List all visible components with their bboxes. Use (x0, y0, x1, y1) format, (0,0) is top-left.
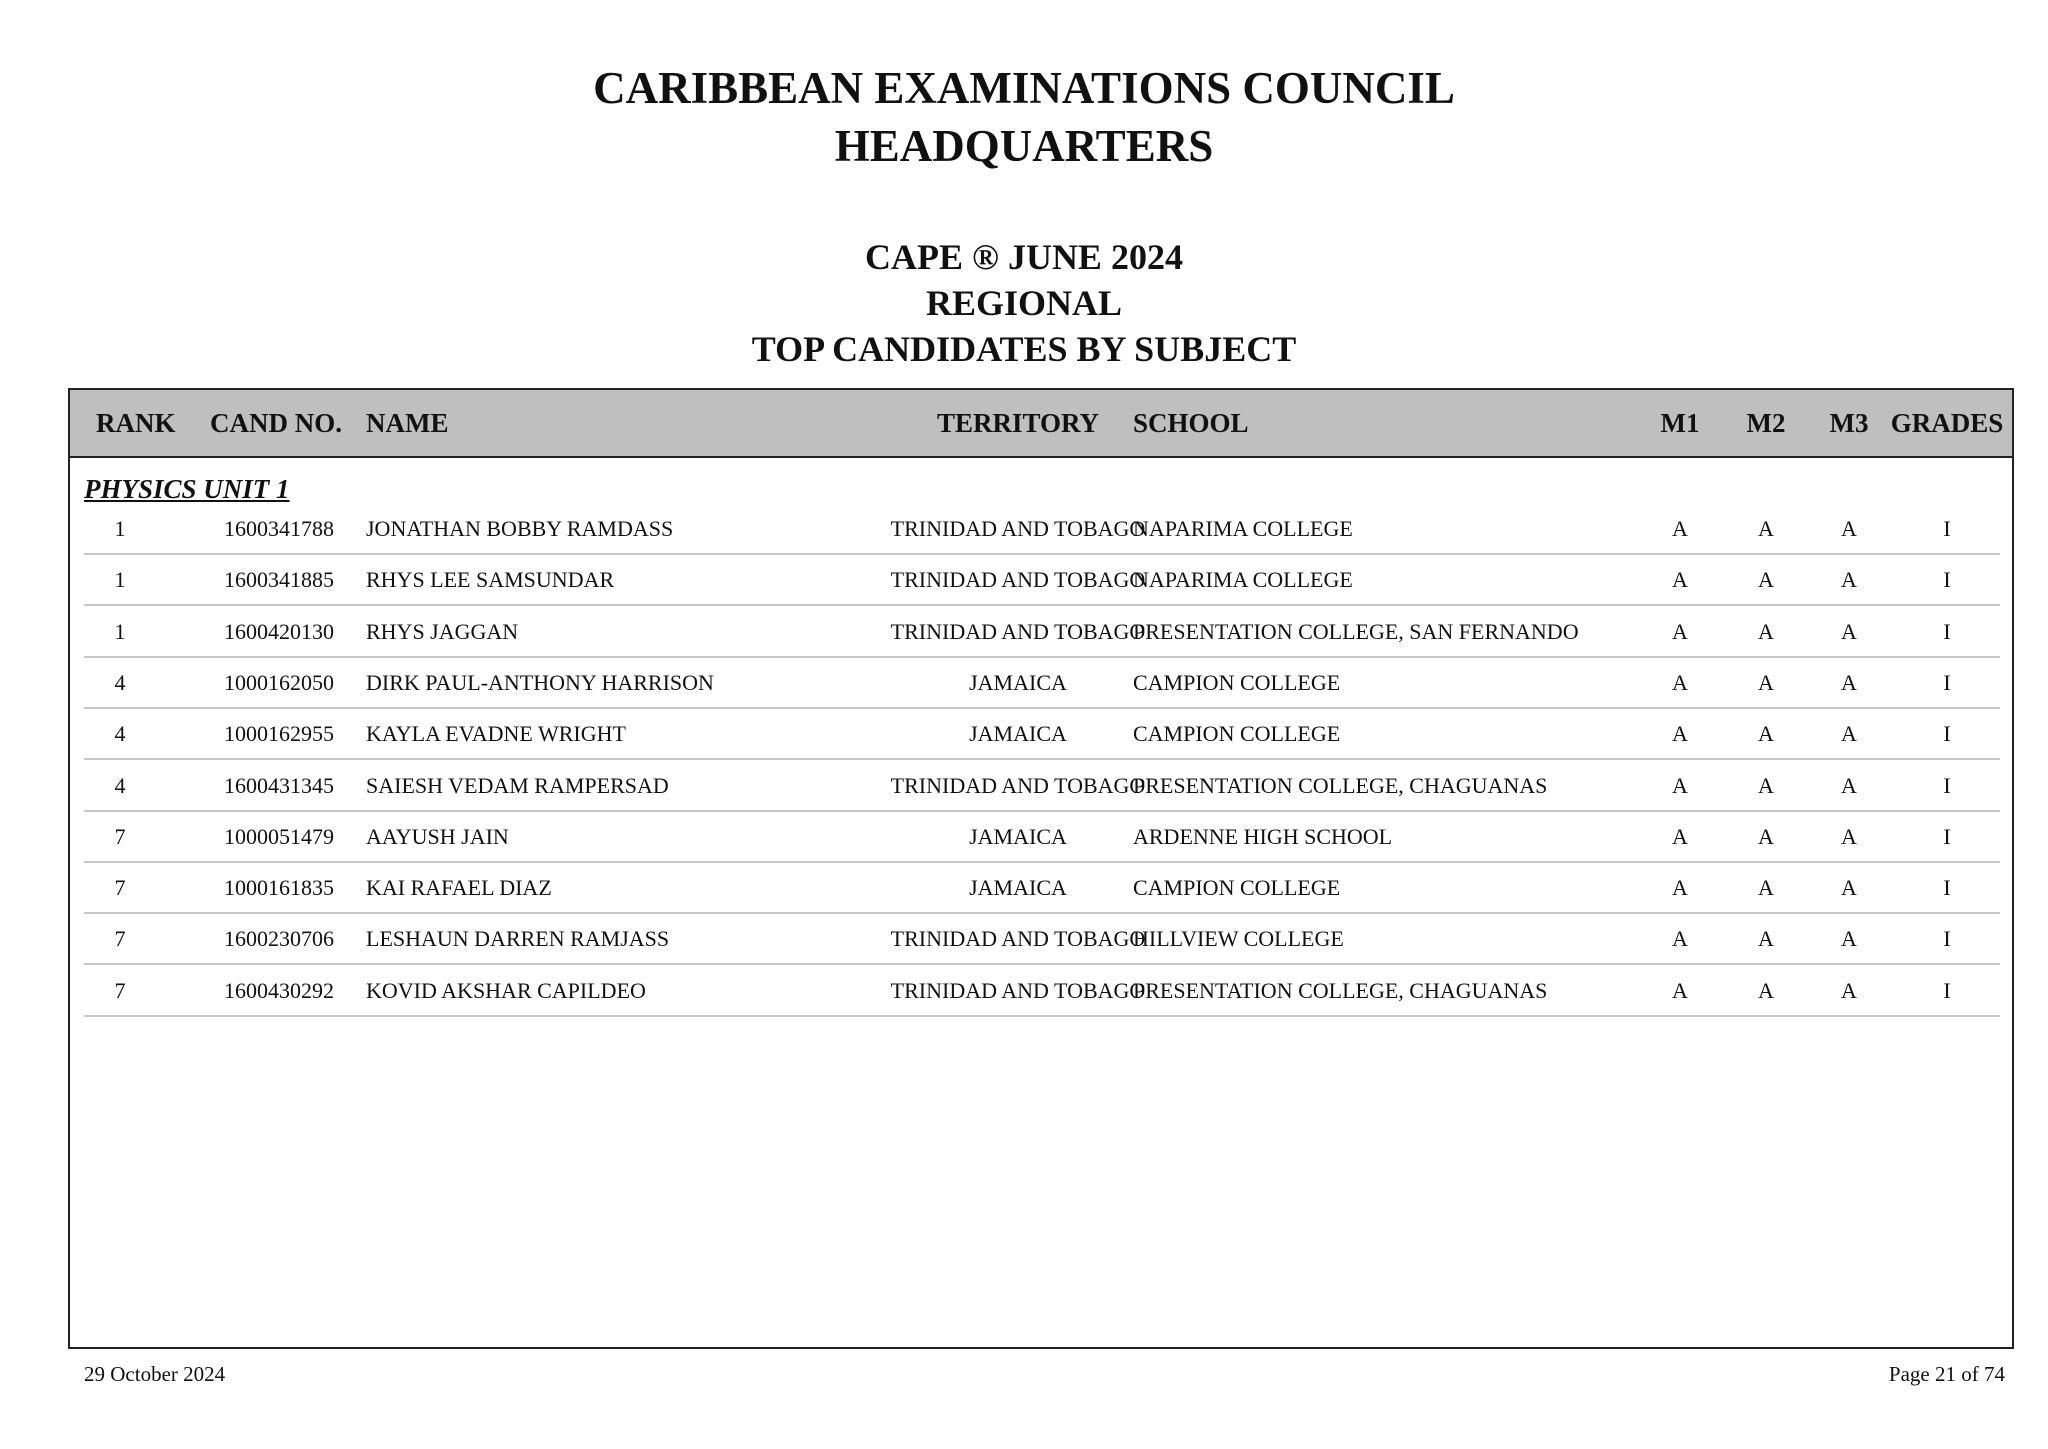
territory-cell: TRINIDAD AND TOBAGO (890, 926, 1146, 952)
table-row (84, 709, 2000, 760)
cand-no-cell: 1000051479 (224, 823, 334, 849)
table-header (70, 390, 2012, 458)
territory-cell: TRINIDAD AND TOBAGO (890, 977, 1146, 1003)
table-row (84, 607, 2000, 658)
m2-cell: A (1758, 567, 1774, 593)
m1-cell: A (1672, 875, 1688, 901)
rank-cell: 7 (114, 823, 126, 849)
m2-cell: A (1758, 926, 1774, 952)
column-header-rank: RANK (96, 408, 176, 438)
m1-cell: A (1672, 567, 1688, 593)
m3-cell: A (1841, 926, 1857, 952)
territory-cell: TRINIDAD AND TOBAGO (890, 516, 1146, 541)
cand-no-cell: 1000162955 (224, 721, 334, 747)
m3-cell: A (1841, 618, 1857, 644)
m2-cell: A (1758, 669, 1774, 695)
m2-cell: A (1758, 977, 1774, 1003)
column-header-m1: M1 (1660, 408, 1700, 438)
cand-no-cell: 1600430292 (224, 977, 334, 1003)
m3-cell: A (1841, 875, 1857, 901)
school-cell: CAMPION COLLEGE (1133, 875, 1341, 901)
column-header-m2: M2 (1746, 408, 1786, 438)
school-cell: PRESENTATION COLLEGE, CHAGUANAS (1133, 977, 1548, 1003)
m1-cell: A (1672, 926, 1688, 952)
m3-cell: A (1841, 823, 1857, 849)
rank-cell: 1 (114, 516, 126, 541)
m1-cell: A (1672, 772, 1688, 798)
cand-no-cell: 1600230706 (224, 926, 334, 952)
table-row (84, 555, 2000, 606)
exam-title: CAPE ® JUNE 2024 (865, 237, 1183, 277)
territory-cell: TRINIDAD AND TOBAGO (890, 567, 1146, 593)
grades-cell: I (1943, 926, 1951, 952)
school-cell: CAMPION COLLEGE (1133, 669, 1341, 695)
column-header-grades: GRADES (1890, 408, 2004, 438)
territory-cell: JAMAICA (969, 669, 1067, 695)
rank-cell: 1 (114, 567, 126, 593)
territory-cell: JAMAICA (969, 721, 1067, 747)
rank-cell: 7 (114, 926, 126, 952)
m1-cell: A (1672, 516, 1688, 541)
rank-cell: 1 (114, 618, 126, 644)
name-cell: DIRK PAUL-ANTHONY HARRISON (366, 669, 714, 695)
table-row (84, 914, 2000, 965)
column-header-cand-no: CAND NO. (210, 408, 342, 438)
name-cell: RHYS JAGGAN (366, 618, 519, 644)
rank-cell: 4 (114, 772, 126, 798)
table-row (84, 863, 2000, 914)
grades-cell: I (1943, 618, 1951, 644)
m3-cell: A (1841, 567, 1857, 593)
grades-cell: I (1943, 823, 1951, 849)
headquarters-title: HEADQUARTERS (834, 121, 1214, 171)
name-cell: KOVID AKSHAR CAPILDEO (366, 977, 646, 1003)
cand-no-cell: 1600341788 (224, 516, 334, 541)
m3-cell: A (1841, 772, 1857, 798)
rank-cell: 4 (114, 721, 126, 747)
rank-cell: 7 (114, 875, 126, 901)
cand-no-cell: 1600341885 (224, 567, 334, 593)
name-cell: AAYUSH JAIN (366, 823, 509, 849)
name-cell: KAI RAFAEL DIAZ (366, 875, 552, 901)
cand-no-cell: 1600431345 (224, 772, 334, 798)
m2-cell: A (1758, 875, 1774, 901)
results-table (68, 388, 2014, 1349)
table-row (84, 966, 2000, 1017)
cand-no-cell: 1600420130 (224, 618, 334, 644)
m3-cell: A (1841, 669, 1857, 695)
school-cell: ARDENNE HIGH SCHOOL (1133, 823, 1393, 849)
territory-cell: JAMAICA (969, 823, 1067, 849)
m3-cell: A (1841, 721, 1857, 747)
m3-cell: A (1841, 516, 1857, 541)
grades-cell: I (1943, 669, 1951, 695)
table-row (84, 812, 2000, 863)
name-cell: KAYLA EVADNE WRIGHT (366, 721, 626, 747)
m1-cell: A (1672, 669, 1688, 695)
page-number: Page 21 of 74 (1888, 1362, 2005, 1386)
m2-cell: A (1758, 772, 1774, 798)
m1-cell: A (1672, 721, 1688, 747)
territory-cell: JAMAICA (969, 875, 1067, 901)
grades-cell: I (1943, 516, 1951, 541)
rank-cell: 4 (114, 669, 126, 695)
m3-cell: A (1841, 977, 1857, 1003)
column-header-name: NAME (366, 408, 449, 438)
territory-cell: TRINIDAD AND TOBAGO (890, 618, 1146, 644)
grades-cell: I (1943, 772, 1951, 798)
territory-cell: TRINIDAD AND TOBAGO (890, 772, 1146, 798)
name-cell: RHYS LEE SAMSUNDAR (366, 567, 615, 593)
name-cell: LESHAUN DARREN RAMJASS (366, 926, 670, 952)
school-cell: NAPARIMA COLLEGE (1133, 567, 1353, 593)
council-title: CARIBBEAN EXAMINATIONS COUNCIL (593, 63, 1455, 113)
report-date: 29 October 2024 (84, 1362, 226, 1386)
m2-cell: A (1758, 721, 1774, 747)
cand-no-cell: 1000162050 (224, 669, 334, 695)
grades-cell: I (1943, 977, 1951, 1003)
report-title: TOP CANDIDATES BY SUBJECT (751, 329, 1297, 369)
school-cell: PRESENTATION COLLEGE, CHAGUANAS (1133, 772, 1548, 798)
m2-cell: A (1758, 516, 1774, 541)
column-header-territory: TERRITORY (936, 408, 1100, 438)
name-cell: SAIESH VEDAM RAMPERSAD (366, 772, 669, 798)
table-row (84, 658, 2000, 709)
m2-cell: A (1758, 618, 1774, 644)
cand-no-cell: 1000161835 (224, 875, 334, 901)
school-cell: CAMPION COLLEGE (1133, 721, 1341, 747)
m2-cell: A (1758, 823, 1774, 849)
name-cell: JONATHAN BOBBY RAMDASS (366, 516, 674, 541)
table-row (84, 504, 2000, 555)
subject-section-title: PHYSICS UNIT 1 (84, 474, 290, 504)
grades-cell: I (1943, 875, 1951, 901)
scope-title: REGIONAL (925, 283, 1123, 323)
m1-cell: A (1672, 618, 1688, 644)
school-cell: HILLVIEW COLLEGE (1133, 926, 1344, 952)
school-cell: PRESENTATION COLLEGE, SAN FERNANDO (1133, 618, 1579, 644)
table-row (84, 761, 2000, 812)
column-header-school: SCHOOL (1133, 408, 1249, 438)
school-cell: NAPARIMA COLLEGE (1133, 516, 1353, 541)
m1-cell: A (1672, 977, 1688, 1003)
column-header-m3: M3 (1829, 408, 1869, 438)
grades-cell: I (1943, 721, 1951, 747)
grades-cell: I (1943, 567, 1951, 593)
m1-cell: A (1672, 823, 1688, 849)
rank-cell: 7 (114, 977, 126, 1003)
